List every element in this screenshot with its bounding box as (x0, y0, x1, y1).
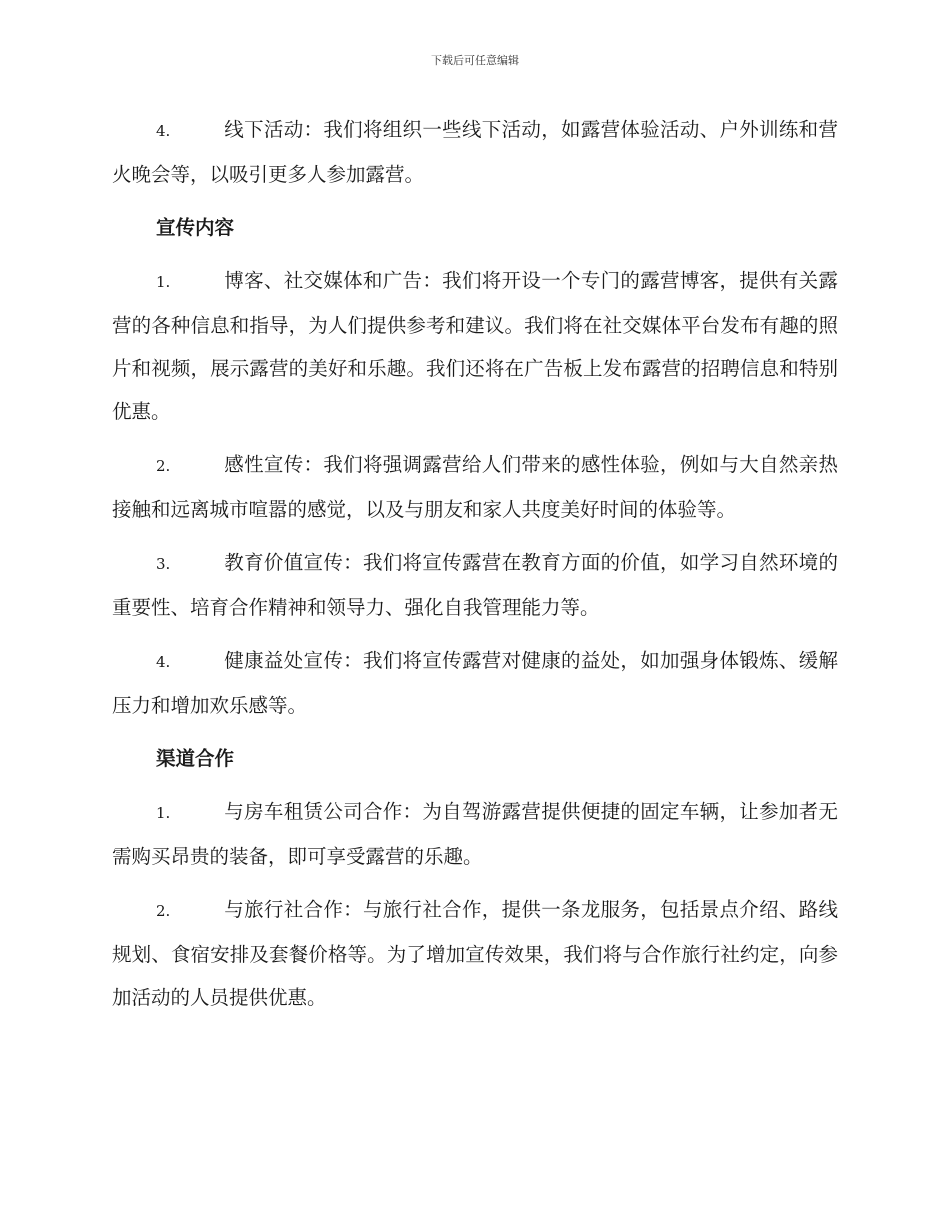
item-text: 教育价值宣传：我们将宣传露营在教育方面的价值，如学习自然环境的重要性、培育合作精神和领导力、强化自我管理能力等。 (112, 551, 838, 619)
section-heading-promotion-content: 宣传内容 (156, 216, 235, 239)
item-number: 4. (156, 122, 171, 140)
list-item-educational-value (112, 541, 838, 629)
list-item-rv-rental (112, 790, 838, 878)
item-text: 博客、社交媒体和广告：我们将开设一个专门的露营博客，提供有关露营的各种信息和指导，为人们提供参考和建议。我们将在社交媒体平台发布有趣的照片和视频，展示露营的美好和乐趣。我们还将在广告板上发布露营的招聘信息和特别优惠。 (112, 269, 838, 423)
item-number: 2. (156, 902, 171, 920)
list-item-health-benefits (112, 639, 838, 727)
item-text: 与旅行社合作：与旅行社合作，提供一条龙服务，包括景点介绍、路线规划、食宿安排及套餐价格等。为了增加宣传效果，我们将与合作旅行社约定，向参加活动的人员提供优惠。 (112, 898, 838, 1009)
list-item-blog-social-ads (112, 259, 838, 433)
page-header: 下载后可任意编辑 (431, 54, 519, 67)
item-text: 线下活动：我们将组织一些线下活动，如露营体验活动、户外训练和营火晚会等，以吸引更多人参加露营。 (112, 118, 838, 186)
list-item-emotional-promotion (112, 443, 838, 531)
list-item-travel-agency (112, 888, 838, 1019)
item-number: 4. (156, 653, 171, 671)
item-text: 感性宣传：我们将强调露营给人们带来的感性体验，例如与大自然亲热接触和远离城市喧嚣的感觉，以及与朋友和家人共度美好时间的体验等。 (112, 453, 838, 521)
item-text: 与房车租赁公司合作：为自驾游露营提供便捷的固定车辆，让参加者无需购买昂贵的装备，即可享受露营的乐趣。 (112, 800, 838, 868)
document-body (112, 108, 838, 1029)
item-text: 健康益处宣传：我们将宣传露营对健康的益处，如加强身体锻炼、缓解压力和增加欢乐感等。 (112, 649, 838, 717)
item-number: 1. (156, 273, 171, 291)
item-number: 1. (156, 804, 171, 822)
list-item-offline-activities (112, 108, 838, 196)
item-number: 2. (156, 457, 171, 475)
section-heading-channel-cooperation: 渠道合作 (156, 747, 235, 770)
item-number: 3. (156, 555, 171, 573)
